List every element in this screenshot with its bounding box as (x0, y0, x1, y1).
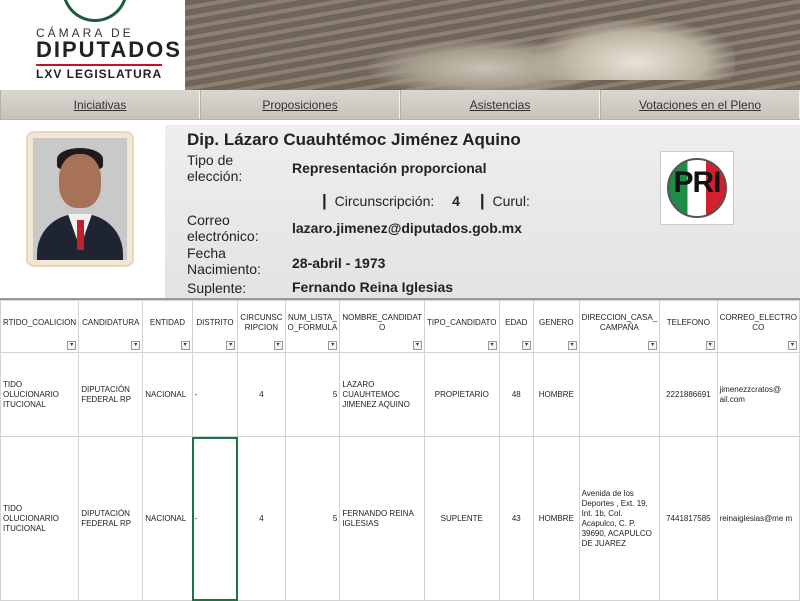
col-header-nombre[interactable]: NOMBRE_CANDIDAT O ▾ (340, 301, 425, 353)
filter-icon[interactable]: ▾ (328, 341, 337, 350)
camara-logo[interactable] (0, 0, 185, 90)
table-cell[interactable]: HOMBRE (534, 353, 580, 437)
candidates-table (0, 300, 800, 601)
table-cell[interactable]: 43 (499, 437, 534, 601)
table-cell[interactable] (579, 353, 660, 437)
logo-line-3: LXV LEGISLATURA (36, 64, 162, 81)
table-cell[interactable]: jimenezzcratos@ ail.com (717, 353, 799, 437)
filter-icon[interactable]: ▾ (648, 341, 657, 350)
deputy-name: Dip. Lázaro Cuauhtémoc Jiménez Aquino (187, 130, 521, 149)
table-cell[interactable]: 4 (238, 353, 285, 437)
table-row (1, 437, 800, 601)
table-cell[interactable]: DIPUTACIÓN FEDERAL RP (79, 353, 143, 437)
filter-icon[interactable]: ▾ (131, 341, 140, 350)
deputy-photo (33, 138, 127, 260)
deputy-photo-frame (26, 131, 134, 267)
filter-icon[interactable]: ▾ (181, 341, 190, 350)
suplente-label: Suplente: (187, 280, 247, 296)
filter-icon[interactable]: ▾ (568, 341, 577, 350)
table-cell[interactable]: 48 (499, 353, 534, 437)
table-cell[interactable]: LAZARO CUAUHTEMOC JIMENEZ AQUINO (340, 353, 425, 437)
table-cell[interactable]: TIDO OLUCIONARIO ITUCIONAL (1, 353, 79, 437)
fecha-nacimiento-value: 28-abril - 1973 (292, 255, 386, 271)
nav-iniciativas[interactable]: Iniciativas (0, 90, 200, 119)
tipo-eleccion-value: Representación proporcional (292, 160, 487, 176)
table-cell[interactable]: NACIONAL (143, 437, 192, 601)
filter-icon[interactable]: ▾ (67, 341, 76, 350)
chamber-seal-icon (62, 0, 128, 22)
filter-icon[interactable]: ▾ (788, 341, 797, 350)
col-header-edad[interactable]: EDAD ▾ (499, 301, 534, 353)
chamber-banner-image (185, 0, 800, 90)
col-header-circunscripcion[interactable]: CIRCUNSC RIPCION ▾ (238, 301, 285, 353)
correo-value[interactable]: lazaro.jimenez@diputados.gob.mx (292, 220, 522, 236)
site-header (0, 0, 800, 92)
curul-label: Curul: (492, 193, 530, 209)
table-cell[interactable]: TIDO OLUCIONARIO ITUCIONAL (1, 437, 79, 601)
col-header-num-lista[interactable]: NUM_LISTA_ O_FORMULA ▾ (285, 301, 340, 353)
table-cell[interactable]: 4 (238, 437, 285, 601)
filter-icon[interactable]: ▾ (488, 341, 497, 350)
suplente-value: Fernando Reina Iglesias (292, 279, 454, 295)
table-cell[interactable]: SUPLENTE (425, 437, 500, 601)
tipo-eleccion-label: Tipo de elección: (187, 152, 243, 184)
circunscripcion-row: | Circunscripción: 4 | Curul: (322, 191, 530, 210)
col-header-direccion[interactable]: DIRECCION_CASA_ CAMPAÑA ▾ (579, 301, 660, 353)
filter-icon[interactable]: ▾ (226, 341, 235, 350)
col-header-tipo[interactable]: TIPO_CANDIDATO ▾ (425, 301, 500, 353)
circunscripcion-value: 4 (452, 193, 460, 209)
party-logo-text: PRI (673, 166, 721, 199)
table-cell[interactable]: - (192, 353, 238, 437)
table-cell[interactable]: HOMBRE (534, 437, 580, 601)
header-row (1, 301, 800, 353)
col-header-distrito[interactable]: DISTRITO ▾ (192, 301, 238, 353)
circunscripcion-label: Circunscripción: (334, 193, 435, 209)
pri-party-logo (660, 151, 734, 225)
fecha-nacimiento-label: Fecha Nacimiento: (187, 245, 261, 277)
logo-line-1: CÁMARA DE (36, 26, 134, 40)
nav-asistencias[interactable]: Asistencias (400, 90, 600, 119)
col-header-candidatura[interactable]: CANDIDATURA ▾ (79, 301, 143, 353)
spreadsheet (0, 298, 800, 600)
col-header-genero[interactable]: GENERO ▾ (534, 301, 580, 353)
table-cell[interactable]: Avenida de los Deportes , Ext. 19, Int. 1b, Col. Acapulco, C. P. 39690, ACAPULCO DE JUAREZ (579, 437, 660, 601)
table-cell[interactable]: 7441817585 (660, 437, 717, 601)
selected-cell[interactable]: - (192, 437, 238, 601)
nav-votaciones[interactable]: Votaciones en el Pleno (600, 90, 800, 119)
table-cell[interactable]: reinaiglesias@me m (717, 437, 799, 601)
table-cell[interactable]: 5 (285, 437, 340, 601)
filter-icon[interactable]: ▾ (522, 341, 531, 350)
correo-label: Correo electrónico: (187, 212, 259, 244)
table-cell[interactable]: NACIONAL (143, 353, 192, 437)
col-header-partido[interactable]: RTIDO_COALICION ▾ (1, 301, 79, 353)
table-cell[interactable]: FERNANDO REINA IGLESIAS (340, 437, 425, 601)
filter-icon[interactable]: ▾ (413, 341, 422, 350)
table-cell[interactable]: DIPUTACIÓN FEDERAL RP (79, 437, 143, 601)
table-cell[interactable]: 2221886691 (660, 353, 717, 437)
filter-icon[interactable]: ▾ (706, 341, 715, 350)
col-header-correo[interactable]: CORREO_ELECTRO CO ▾ (717, 301, 799, 353)
podium-image (535, 20, 735, 80)
filter-icon[interactable]: ▾ (274, 341, 283, 350)
col-header-telefono[interactable]: TELEFONO ▾ (660, 301, 717, 353)
table-row (1, 353, 800, 437)
main-nav (0, 90, 800, 120)
table-cell[interactable]: 5 (285, 353, 340, 437)
nav-proposiciones[interactable]: Proposiciones (200, 90, 400, 119)
logo-line-2: DIPUTADOS (36, 37, 182, 62)
col-header-entidad[interactable]: ENTIDAD ▾ (143, 301, 192, 353)
table-cell[interactable]: PROPIETARIO (425, 353, 500, 437)
